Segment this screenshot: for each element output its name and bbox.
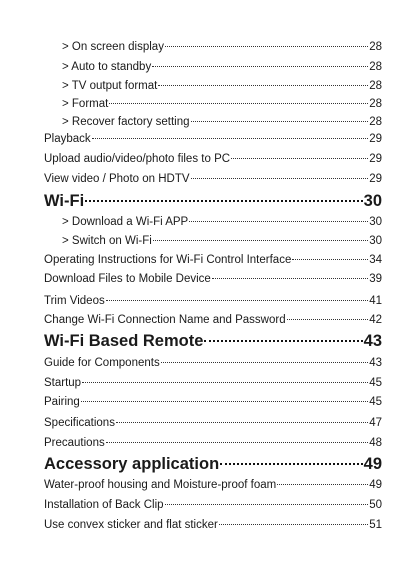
toc-entry-page: 30 [369, 216, 382, 228]
toc-entry-label: Precautions [44, 437, 105, 449]
toc-entry-label: Specifications [44, 417, 115, 429]
toc-entry-label: Playback [44, 133, 91, 145]
toc-entry-page: 45 [369, 396, 382, 408]
toc-entry-label: Pairing [44, 396, 80, 408]
toc-entry-label: Operating Instructions for Wi-Fi Control Interface [44, 254, 292, 266]
dot-leader [92, 138, 369, 139]
toc-entry-page: 42 [369, 314, 382, 326]
toc-entry-page: 29 [369, 173, 382, 185]
toc-entry-upload-files-to-pc[interactable] [44, 153, 382, 165]
dot-leader [165, 504, 369, 505]
toc-entry-wifi-control-interface[interactable] [44, 254, 382, 266]
dot-leader [152, 66, 368, 67]
toc-entry-switch-on-wifi[interactable] [62, 235, 382, 247]
toc-entry-label: Guide for Components [44, 357, 160, 369]
toc-entry-page: 34 [369, 254, 382, 266]
toc-entry-label: Change Wi-Fi Connection Name and Password [44, 314, 286, 326]
toc-entry-label: > Recover factory setting [62, 116, 190, 128]
toc-entry-on-screen-display[interactable] [62, 41, 382, 53]
dot-leader [106, 442, 368, 443]
toc-entry-label: Water-proof housing and Moisture-proof foam [44, 479, 277, 491]
toc-entry-page: 28 [369, 98, 382, 110]
dot-leader [212, 278, 368, 279]
toc-entry-trim-videos[interactable] [44, 295, 382, 307]
toc-entry-page: 41 [369, 295, 382, 307]
toc-entry-change-wifi-name-password[interactable] [44, 314, 382, 326]
toc-section-title: Wi-Fi [44, 192, 85, 210]
dot-leader [191, 121, 369, 122]
toc-entry-page: 49 [369, 479, 382, 491]
dot-leader [292, 259, 368, 260]
toc-entry-label: > Switch on Wi-Fi [62, 235, 152, 247]
toc-entry-page: 45 [369, 377, 382, 389]
toc-entry-view-on-hdtv[interactable] [44, 173, 382, 185]
dot-leader [165, 46, 368, 47]
toc-entry-page: 28 [369, 61, 382, 73]
toc-entry-playback[interactable] [44, 133, 382, 145]
toc-entry-label: Use convex sticker and flat sticker [44, 519, 218, 531]
dot-leader [231, 158, 368, 159]
toc-entry-label: Installation of Back Clip [44, 499, 164, 511]
toc-entry-page: 30 [369, 235, 382, 247]
toc-entry-page: 43 [369, 357, 382, 369]
toc-section-accessory-application[interactable] [44, 455, 382, 474]
dot-leader [189, 221, 368, 222]
toc-entry-label: Download Files to Mobile Device [44, 273, 211, 285]
toc-entry-label: > Download a Wi-Fi APP [62, 216, 189, 228]
toc-entry-label: View video / Photo on HDTV [44, 173, 190, 185]
toc-entry-page: 28 [369, 41, 382, 53]
dot-leader [158, 85, 368, 86]
toc-entry-label: > Auto to standby [62, 61, 152, 73]
toc-section-page: 43 [363, 332, 382, 350]
toc-entry-label: Upload audio/video/photo files to PC [44, 153, 231, 165]
toc-section-wifi[interactable] [44, 192, 382, 211]
dot-leader [85, 200, 362, 202]
dot-leader [277, 484, 368, 485]
toc-section-wifi-based-remote[interactable] [44, 332, 382, 351]
toc-section-page: 30 [363, 192, 382, 210]
dot-leader [153, 240, 368, 241]
toc-entry-format[interactable] [62, 98, 382, 110]
dot-leader [219, 524, 368, 525]
dot-leader [204, 340, 362, 342]
dot-leader [287, 319, 369, 320]
toc-entry-download-wifi-app[interactable] [62, 216, 382, 228]
dot-leader [109, 103, 368, 104]
toc-entry-page: 29 [369, 133, 382, 145]
dot-leader [106, 300, 368, 301]
toc-entry-label: > TV output format [62, 80, 158, 92]
toc-entry-download-to-mobile[interactable] [44, 273, 382, 285]
toc-entry-back-clip[interactable] [44, 499, 382, 511]
toc-section-title: Wi-Fi Based Remote [44, 332, 204, 350]
toc-entry-page: 48 [369, 437, 382, 449]
toc-entry-recover-factory-setting[interactable] [62, 116, 382, 128]
toc-entry-label: > Format [62, 98, 109, 110]
toc-entry-pairing[interactable] [44, 396, 382, 408]
dot-leader [191, 178, 369, 179]
toc-entry-label: Startup [44, 377, 82, 389]
toc-entry-specifications[interactable] [44, 417, 382, 429]
toc-entry-startup[interactable] [44, 377, 382, 389]
toc-entry-page: 29 [369, 153, 382, 165]
dot-leader [82, 382, 368, 383]
toc-entry-auto-to-standby[interactable] [62, 61, 382, 73]
dot-leader [116, 422, 368, 423]
toc-section-page: 49 [363, 455, 382, 473]
toc-entry-label: Trim Videos [44, 295, 105, 307]
toc-entry-precautions[interactable] [44, 437, 382, 449]
toc-section-title: Accessory application [44, 455, 220, 473]
toc-entry-guide-for-components[interactable] [44, 357, 382, 369]
dot-leader [220, 463, 362, 465]
toc-entry-page: 51 [369, 519, 382, 531]
toc-entry-page: 39 [369, 273, 382, 285]
toc-entry-water-proof-housing[interactable] [44, 479, 382, 491]
toc-entry-tv-output-format[interactable] [62, 80, 382, 92]
toc-entry-label: > On screen display [62, 41, 164, 53]
toc-entry-page: 50 [369, 499, 382, 511]
toc-entry-stickers[interactable] [44, 519, 382, 531]
toc-entry-page: 28 [369, 116, 382, 128]
dot-leader [81, 401, 368, 402]
dot-leader [161, 362, 369, 363]
toc-entry-page: 28 [369, 80, 382, 92]
toc-entry-page: 47 [369, 417, 382, 429]
